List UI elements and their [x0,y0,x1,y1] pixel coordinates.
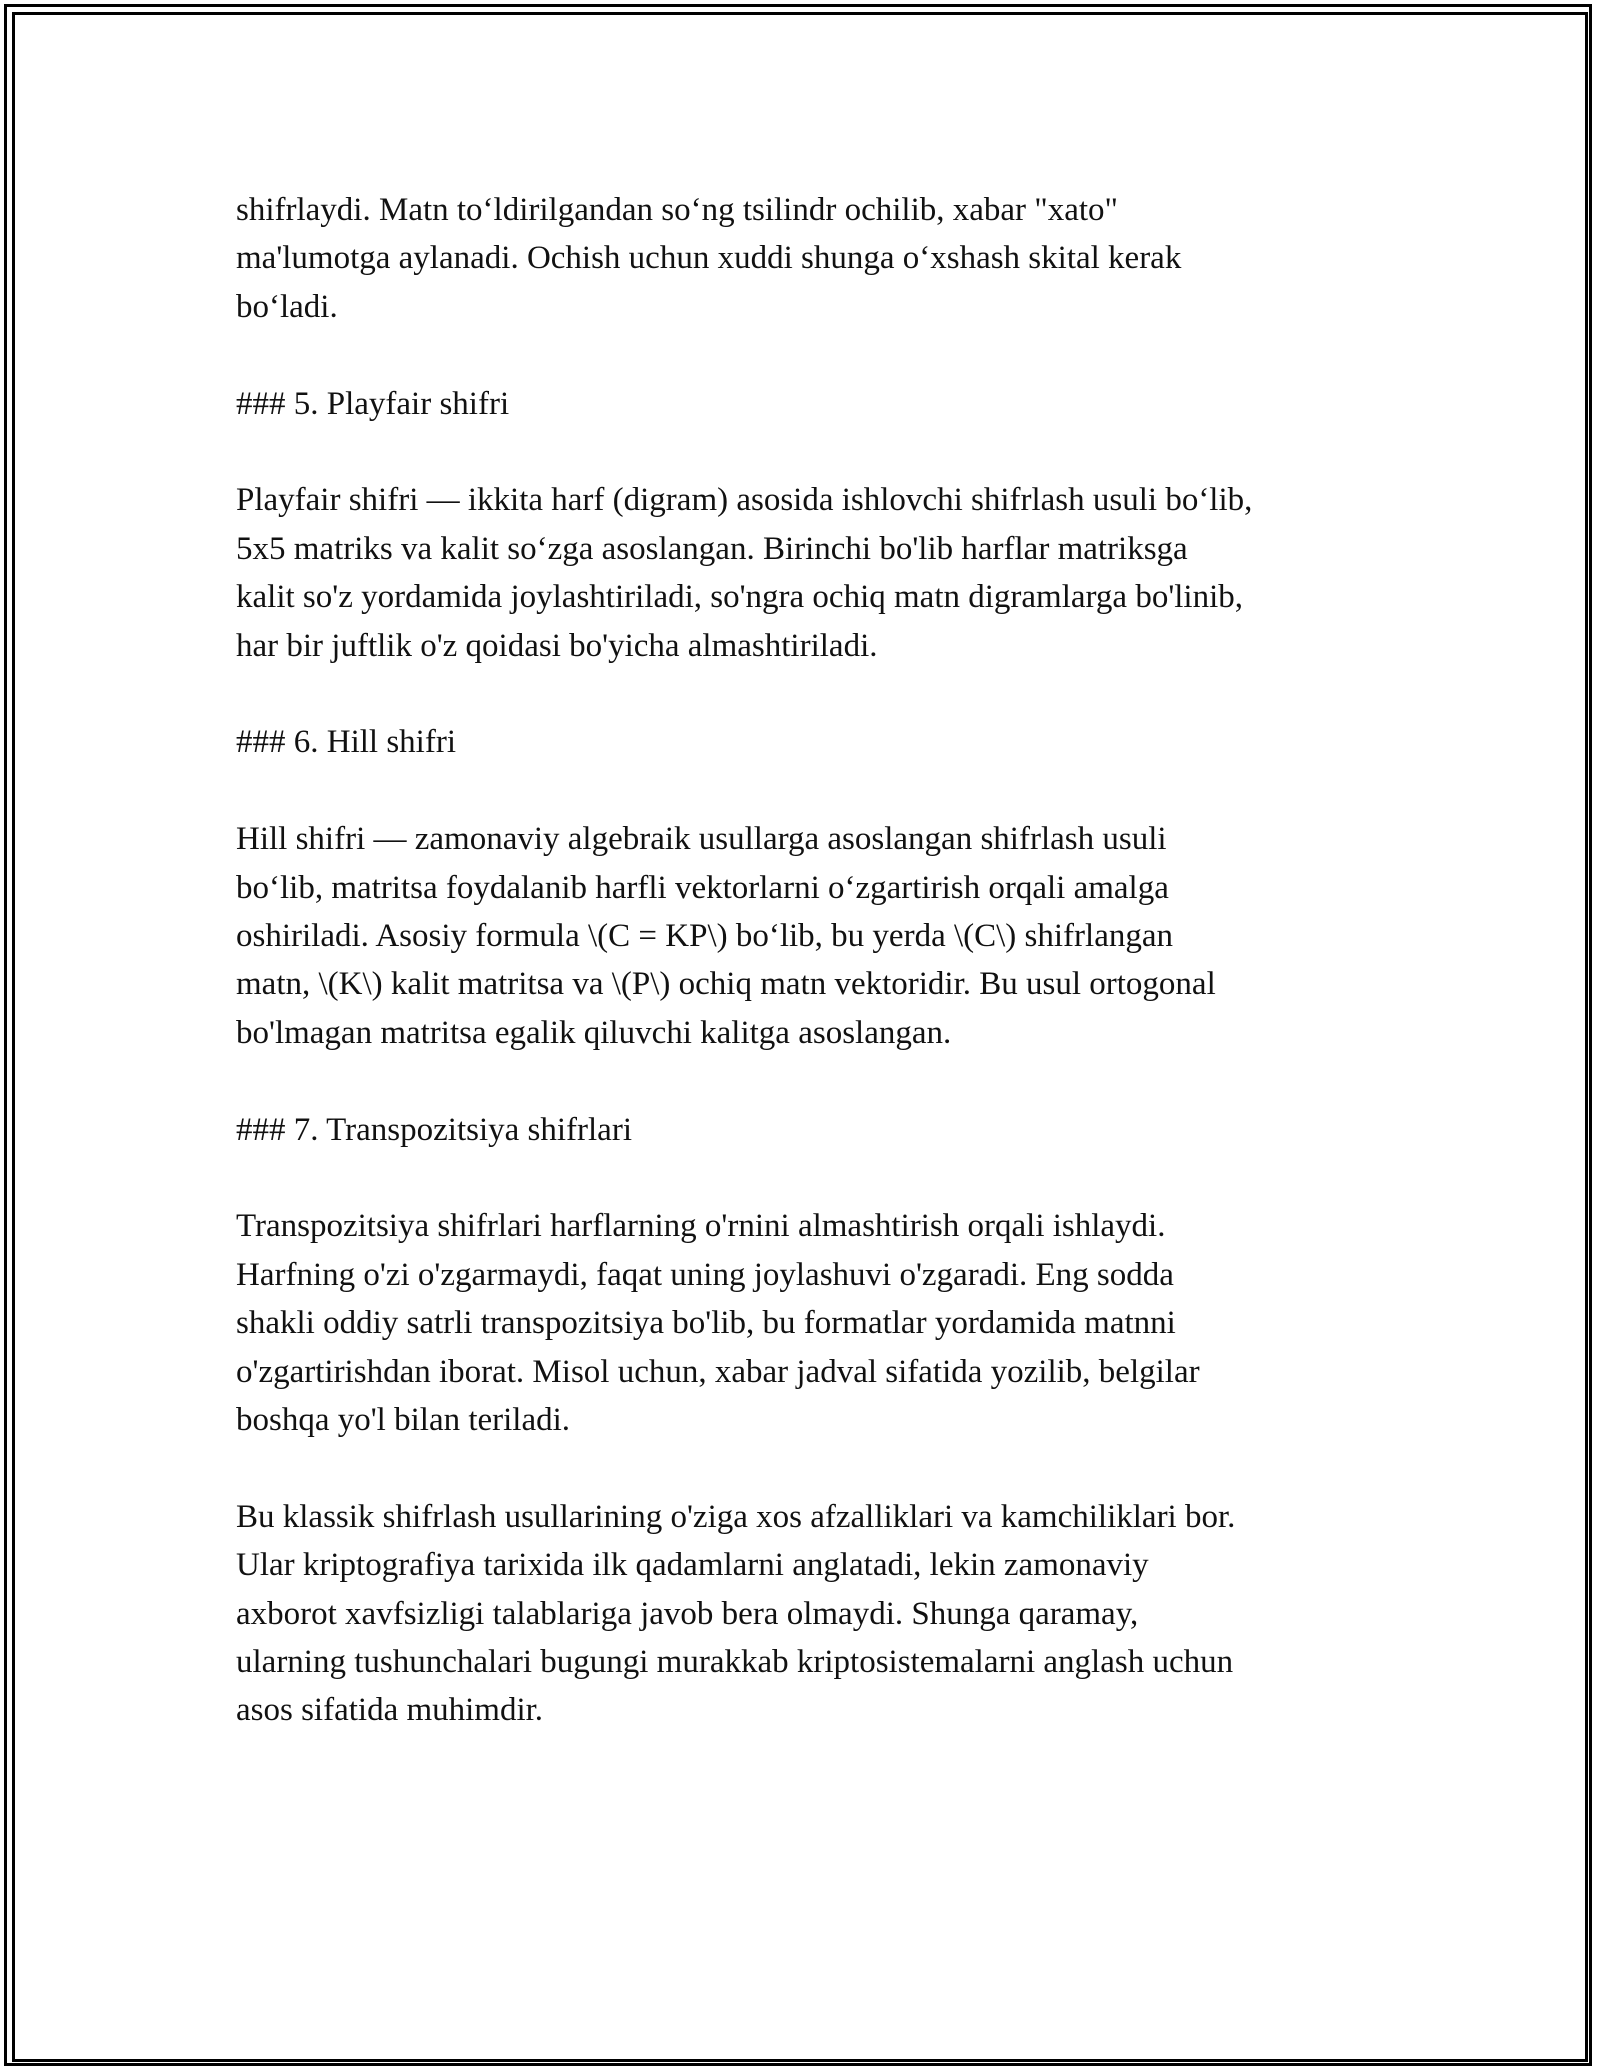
heading-hill: ### 6. Hill shifri [236,724,456,761]
paragraph-hill: Hill shifri — zamonaviy algebraik usullarga asoslangan shifrlash usuli boʻlib, matritsa foydalanib harfli vektorlarni oʻzgartirish orqali amalga oshiriladi. Asosiy formula \(C = KP\) boʻlib, bu yerda \(C\) shifrlangan matn, \(K\) kalit matritsa va \(P\) ochiq matn vektoridir. Bu usul ortogonal bo'lmagan matritsa egalik qiluvchi kalitga asoslangan. [236,821,1216,1051]
paragraph-conclusion: Bu klassik shifrlash usullarining o'ziga xos afzalliklari va kamchiliklari bor. Ular kriptografiya tarixida ilk qadamlarni anglatadi, lekin zamonaviy axborot xavfsizligi talablariga javob bera olmaydi. Shunga qaramay, ularning tushunchalari bugungi murakkab kriptosistemalarni anglash uchun asos sifatida muhimdir. [236,1498,1236,1729]
paragraph-playfair: Playfair shifri — ikkita harf (digram) asosida ishlovchi shifrlash usuli boʻlib, 5x5 matriks va kalit soʻzga asoslangan. Birinchi bo'lib harflar matriksga kalit so'z yordamida joylashtiriladi, so'ngra ochiq matn digramlarga bo'linib, har bir juftlik o'z qoidasi bo'yicha almashtiriladi. [236,482,1253,664]
heading-playfair: ### 5. Playfair shifri [236,385,510,422]
document-body [236,186,1376,1735]
paragraph-transposition: Transpozitsiya shifrlari harflarning o'rnini almashtirish orqali ishlaydi. Harfning o'zi o'zgarmaydi, faqat uning joylashuvi o'zgaradi. Eng sodda shakli oddiy satrli transpozitsiya bo'lib, bu formatlar yordamida matnni o'zgartirishdan iborat. Misol uchun, xabar jadval sifatida yozilib, belgilar boshqa yo'l bilan teriladi. [236,1208,1200,1439]
heading-transposition: ### 7. Transpozitsiya shifrlari [236,1111,632,1148]
paragraph-scytale-end: shifrlaydi. Matn toʻldirilgandan soʻng tsilindr ochilib, xabar "xato" ma'lumotga aylanadi. Ochish uchun xuddi shunga oʻxshash skital kerak boʻladi. [236,192,1182,325]
